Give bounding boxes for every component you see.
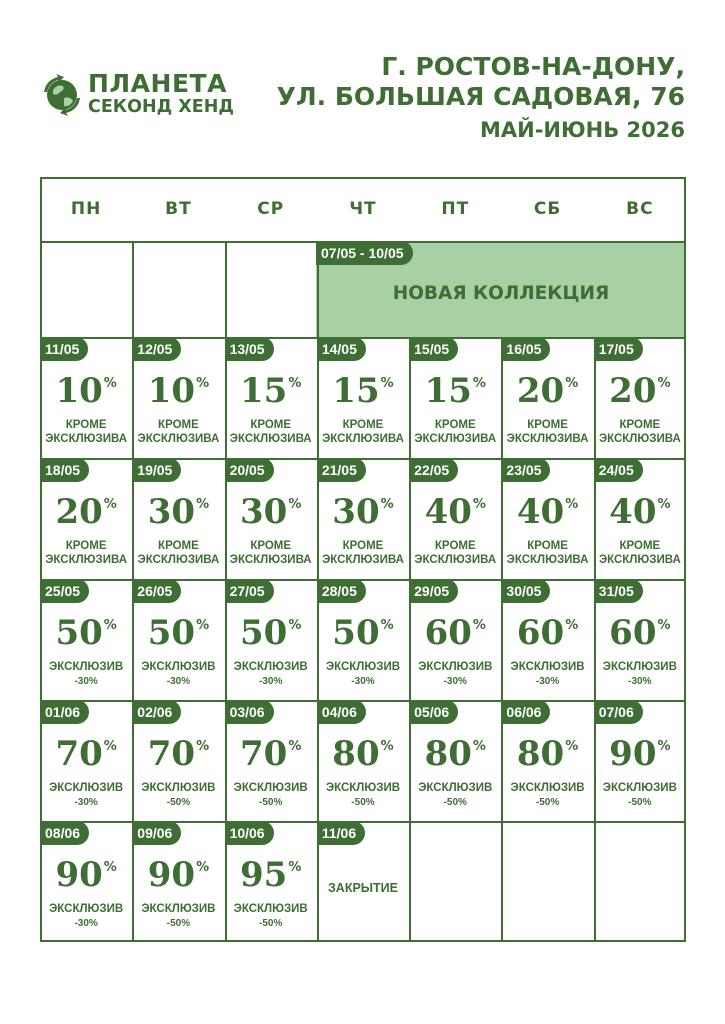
discount-note-detail: ЭКСКЛЮЗИВА	[137, 433, 220, 445]
date-badge: 09/06	[132, 821, 181, 845]
discount-percent	[225, 492, 317, 540]
day-cell	[225, 579, 317, 700]
day-cell	[409, 337, 501, 458]
discount-percent	[132, 855, 224, 903]
date-badge: 07/06	[594, 700, 643, 724]
discount-note: ЭКСКЛЮЗИВ	[510, 661, 585, 673]
weekday-header: ВТ	[165, 199, 192, 219]
grid-line	[225, 241, 227, 942]
day-cell	[225, 458, 317, 579]
percent-sign: %	[380, 376, 394, 391]
discount-percent	[225, 371, 317, 419]
banner-dates: 07/05 - 10/05	[316, 241, 413, 265]
percent-sign: %	[103, 497, 117, 512]
discount-note-detail: -30%	[74, 676, 98, 687]
discount-value: 40	[609, 492, 657, 532]
date-badge: 14/05	[317, 337, 366, 361]
day-cell	[409, 458, 501, 579]
discount-note-detail: -50%	[443, 797, 467, 808]
brand-subtitle: СЕКОНД ХЕНД	[88, 97, 234, 117]
discount-percent	[409, 371, 501, 419]
discount-note-detail: -30%	[351, 676, 375, 687]
discount-note-detail: -50%	[259, 918, 283, 929]
discount-note: ЭКСКЛЮЗИВ	[141, 782, 216, 794]
percent-sign: %	[565, 376, 579, 391]
discount-value: 50	[147, 613, 196, 653]
discount-note-detail: ЭКСКЛЮЗИВА	[45, 433, 128, 445]
discount-value: 15	[424, 371, 472, 411]
discount-note-detail: ЭКСКЛЮЗИВА	[598, 554, 681, 566]
date-badge: 31/05	[594, 579, 643, 603]
discount-percent	[225, 855, 317, 903]
discount-note: КРОМЕ	[527, 419, 568, 431]
date-badge: 12/05	[132, 337, 181, 361]
day-cell	[317, 821, 409, 942]
grid-line	[594, 337, 596, 942]
date-badge: 21/05	[317, 458, 366, 482]
discount-percent	[594, 734, 686, 782]
discount-value: 70	[55, 734, 103, 774]
discount-value: 90	[609, 734, 657, 774]
brand-logo	[40, 70, 240, 122]
discount-note: КРОМЕ	[434, 540, 476, 552]
discount-value: 50	[55, 613, 103, 653]
day-cell	[40, 700, 132, 821]
day-cell	[225, 821, 317, 942]
discount-percent	[132, 492, 224, 540]
percent-sign: %	[196, 376, 210, 391]
weekday-header: ВС	[626, 199, 654, 219]
percent-sign: %	[288, 860, 302, 875]
percent-sign: %	[380, 739, 394, 754]
day-cell	[40, 337, 132, 458]
discount-note: ЭКСКЛЮЗИВ	[49, 661, 124, 673]
discount-note-detail: ЭКСКЛЮЗИВА	[322, 554, 404, 566]
percent-sign: %	[565, 739, 579, 754]
discount-value: 70	[147, 734, 196, 774]
grid-line	[40, 177, 42, 942]
date-badge: 26/05	[132, 579, 181, 603]
date-badge: 02/06	[132, 700, 181, 724]
date-badge: 28/05	[317, 579, 366, 603]
discount-value: 80	[332, 734, 380, 774]
date-badge: 16/05	[501, 337, 550, 361]
day-cell	[317, 579, 409, 700]
date-badge: 01/06	[40, 700, 89, 724]
discount-value: 40	[424, 492, 472, 532]
period-title: МАЙ-ИЮНЬ 2026	[479, 118, 685, 142]
discount-note: ЭКСКЛЮЗИВ	[233, 903, 308, 915]
discount-note: ЭКСКЛЮЗИВ	[141, 903, 216, 915]
discount-note-detail: -30%	[259, 676, 283, 687]
grid-line	[132, 241, 134, 942]
date-badge: 17/05	[594, 337, 643, 361]
discount-value: 95	[240, 855, 288, 895]
discount-percent	[409, 734, 501, 782]
day-cell	[225, 700, 317, 821]
percent-sign: %	[380, 497, 394, 512]
grid-line	[317, 241, 319, 942]
percent-sign: %	[472, 497, 486, 512]
discount-note: КРОМЕ	[619, 419, 661, 431]
discount-percent	[317, 492, 409, 540]
day-cell	[132, 458, 224, 579]
grid-line	[40, 940, 686, 942]
date-badge: 08/06	[40, 821, 89, 845]
discount-percent	[501, 613, 593, 661]
percent-sign: %	[380, 618, 394, 633]
discount-note-detail: -50%	[351, 797, 375, 808]
day-cell	[501, 579, 593, 700]
discount-value: 20	[609, 371, 657, 411]
discount-value: 50	[332, 613, 380, 653]
discount-percent	[40, 371, 132, 419]
discount-percent	[225, 734, 317, 782]
discount-note: КРОМЕ	[158, 540, 199, 552]
percent-sign: %	[472, 739, 486, 754]
discount-value: 60	[609, 613, 657, 653]
grid-line	[684, 177, 686, 942]
discount-percent	[40, 855, 132, 903]
percent-sign: %	[103, 376, 117, 391]
day-cell	[594, 579, 686, 700]
grid-line	[40, 700, 686, 702]
percent-sign: %	[288, 739, 302, 754]
discount-note: ЭКСКЛЮЗИВ	[49, 782, 124, 794]
discount-note-detail: ЭКСКЛЮЗИВА	[414, 433, 497, 445]
discount-percent	[501, 371, 593, 419]
day-cell	[501, 337, 593, 458]
percent-sign: %	[196, 618, 210, 633]
day-cell	[132, 821, 224, 942]
day-cell	[501, 458, 593, 579]
globe-recycle-icon	[40, 72, 84, 118]
date-badge: 22/05	[409, 458, 458, 482]
date-badge: 29/05	[409, 579, 458, 603]
date-badge: 15/05	[409, 337, 458, 361]
percent-sign: %	[103, 618, 117, 633]
date-badge: 06/06	[501, 700, 550, 724]
brand-name: ПЛАНЕТА	[88, 69, 227, 98]
discount-value: 80	[424, 734, 472, 774]
weekday-header: ЧТ	[349, 199, 377, 219]
discount-value: 90	[55, 855, 103, 895]
discount-note-detail: ЭКСКЛЮЗИВА	[137, 554, 220, 566]
date-badge: 05/06	[409, 700, 458, 724]
day-cell	[40, 579, 132, 700]
calendar-grid	[40, 177, 686, 942]
weekday-header: ПН	[70, 199, 102, 219]
date-badge: 25/05	[40, 579, 89, 603]
discount-note-detail: ЭКСКЛЮЗИВА	[506, 554, 589, 566]
date-badge: 19/05	[132, 458, 181, 482]
date-badge: 04/06	[317, 700, 366, 724]
grid-line	[40, 579, 686, 581]
day-cell	[40, 458, 132, 579]
date-badge: 24/05	[594, 458, 643, 482]
discount-note-detail: ЭКСКЛЮЗИВА	[598, 433, 681, 445]
grid-line	[40, 458, 686, 460]
address-city: Г. РОСТОВ-НА-ДОНУ,	[381, 52, 685, 81]
date-badge: 03/06	[225, 700, 274, 724]
discount-note-detail: -50%	[166, 918, 191, 929]
day-cell	[132, 337, 224, 458]
discount-value: 30	[240, 492, 288, 532]
discount-value: 10	[55, 371, 103, 411]
discount-note: ЭКСКЛЮЗИВ	[49, 903, 124, 915]
discount-percent	[594, 613, 686, 661]
discount-note-detail: -30%	[74, 918, 98, 929]
percent-sign: %	[657, 497, 671, 512]
grid-line	[40, 821, 686, 823]
date-badge: 20/05	[225, 458, 274, 482]
discount-value: 15	[332, 371, 380, 411]
weekday-header: СБ	[533, 199, 562, 219]
discount-value: 50	[240, 613, 288, 653]
discount-note: КРОМЕ	[619, 540, 661, 552]
discount-note: ЭКСКЛЮЗИВ	[602, 782, 677, 794]
discount-value: 30	[332, 492, 380, 532]
grid-line	[409, 337, 411, 942]
discount-note: КРОМЕ	[65, 540, 107, 552]
discount-note: КРОМЕ	[158, 419, 199, 431]
percent-sign: %	[288, 376, 302, 391]
discount-note-detail: ЭКСКЛЮЗИВА	[506, 433, 589, 445]
day-cell	[409, 700, 501, 821]
discount-note: КРОМЕ	[342, 540, 384, 552]
discount-percent	[501, 492, 593, 540]
address-street: УЛ. БОЛЬШАЯ САДОВАЯ, 76	[276, 82, 685, 111]
weekday-header: СР	[257, 199, 285, 219]
discount-note-detail: -30%	[628, 676, 652, 687]
percent-sign: %	[103, 739, 117, 754]
day-cell	[594, 337, 686, 458]
discount-note: КРОМЕ	[434, 419, 476, 431]
discount-percent	[40, 613, 132, 661]
discount-percent	[409, 613, 501, 661]
discount-note-detail: ЭКСКЛЮЗИВА	[229, 554, 312, 566]
discount-note: КРОМЕ	[527, 540, 568, 552]
day-cell	[317, 700, 409, 821]
grid-line	[40, 177, 686, 179]
grid-line	[40, 337, 686, 339]
discount-note-detail: -50%	[259, 797, 283, 808]
percent-sign: %	[657, 376, 671, 391]
discount-note: ЭКСКЛЮЗИВ	[325, 661, 401, 673]
date-badge: 30/05	[501, 579, 550, 603]
day-cell	[317, 337, 409, 458]
date-badge: 18/05	[40, 458, 89, 482]
discount-percent	[594, 492, 686, 540]
closing-label: ЗАКРЫТИЕ	[327, 881, 398, 895]
discount-note-detail: -30%	[535, 676, 560, 687]
discount-percent	[225, 613, 317, 661]
discount-percent	[317, 734, 409, 782]
date-badge: 23/05	[501, 458, 550, 482]
discount-value: 70	[240, 734, 288, 774]
day-cell	[317, 458, 409, 579]
percent-sign: %	[657, 739, 671, 754]
new-collection-banner	[316, 241, 686, 337]
grid-line	[40, 241, 686, 243]
discount-note: ЭКСКЛЮЗИВ	[602, 661, 677, 673]
discount-note: КРОМЕ	[250, 419, 292, 431]
discount-note: ЭКСКЛЮЗИВ	[510, 782, 585, 794]
grid-line	[501, 337, 503, 942]
day-cell	[132, 700, 224, 821]
discount-value: 30	[147, 492, 196, 532]
date-badge: 13/05	[225, 337, 274, 361]
discount-value: 90	[147, 855, 196, 895]
discount-note-detail: ЭКСКЛЮЗИВА	[322, 433, 404, 445]
percent-sign: %	[196, 860, 210, 875]
discount-note-detail: -50%	[166, 797, 191, 808]
discount-note-detail: ЭКСКЛЮЗИВА	[45, 554, 128, 566]
percent-sign: %	[472, 376, 486, 391]
discount-percent	[317, 613, 409, 661]
discount-note-detail: -30%	[443, 676, 467, 687]
discount-percent	[40, 492, 132, 540]
percent-sign: %	[196, 739, 210, 754]
discount-percent	[132, 371, 224, 419]
date-badge: 11/05	[40, 337, 88, 361]
discount-value: 60	[424, 613, 472, 653]
day-cell	[409, 579, 501, 700]
percent-sign: %	[103, 860, 117, 875]
discount-value: 80	[516, 734, 565, 774]
discount-note: ЭКСКЛЮЗИВ	[418, 782, 493, 794]
percent-sign: %	[196, 497, 210, 512]
day-cell	[40, 821, 132, 942]
banner-title: НОВАЯ КОЛЛЕКЦИЯ	[392, 283, 610, 304]
discount-value: 20	[516, 371, 565, 411]
discount-percent	[501, 734, 593, 782]
discount-note-detail: -30%	[166, 676, 191, 687]
discount-note: КРОМЕ	[250, 540, 292, 552]
date-badge: 11/06	[317, 821, 365, 845]
discount-percent	[40, 734, 132, 782]
discount-note: ЭКСКЛЮЗИВ	[233, 782, 308, 794]
discount-percent	[594, 371, 686, 419]
discount-note: ЭКСКЛЮЗИВ	[233, 661, 308, 673]
percent-sign: %	[288, 497, 302, 512]
day-cell	[132, 579, 224, 700]
date-badge: 10/06	[225, 821, 274, 845]
discount-value: 60	[516, 613, 565, 653]
discount-percent	[317, 371, 409, 419]
weekday-header: ПТ	[441, 199, 470, 219]
discount-note-detail: ЭКСКЛЮЗИВА	[229, 433, 312, 445]
discount-note: ЭКСКЛЮЗИВ	[418, 661, 493, 673]
day-cell	[501, 700, 593, 821]
discount-percent	[409, 492, 501, 540]
discount-note-detail: -50%	[628, 797, 652, 808]
discount-value: 10	[147, 371, 196, 411]
discount-note: КРОМЕ	[342, 419, 384, 431]
discount-note-detail: ЭКСКЛЮЗИВА	[414, 554, 497, 566]
percent-sign: %	[288, 618, 302, 633]
percent-sign: %	[472, 618, 486, 633]
discount-note: ЭКСКЛЮЗИВ	[141, 661, 216, 673]
discount-percent	[132, 734, 224, 782]
discount-note-detail: -30%	[74, 797, 98, 808]
discount-percent	[132, 613, 224, 661]
date-badge: 27/05	[225, 579, 274, 603]
percent-sign: %	[565, 618, 579, 633]
discount-note: ЭКСКЛЮЗИВ	[325, 782, 401, 794]
discount-note: КРОМЕ	[65, 419, 107, 431]
percent-sign: %	[657, 618, 671, 633]
day-cell	[594, 700, 686, 821]
discount-value: 15	[240, 371, 288, 411]
day-cell	[594, 458, 686, 579]
day-cell	[225, 337, 317, 458]
discount-note-detail: -50%	[535, 797, 560, 808]
discount-value: 40	[516, 492, 565, 532]
percent-sign: %	[565, 497, 579, 512]
discount-value: 20	[55, 492, 103, 532]
